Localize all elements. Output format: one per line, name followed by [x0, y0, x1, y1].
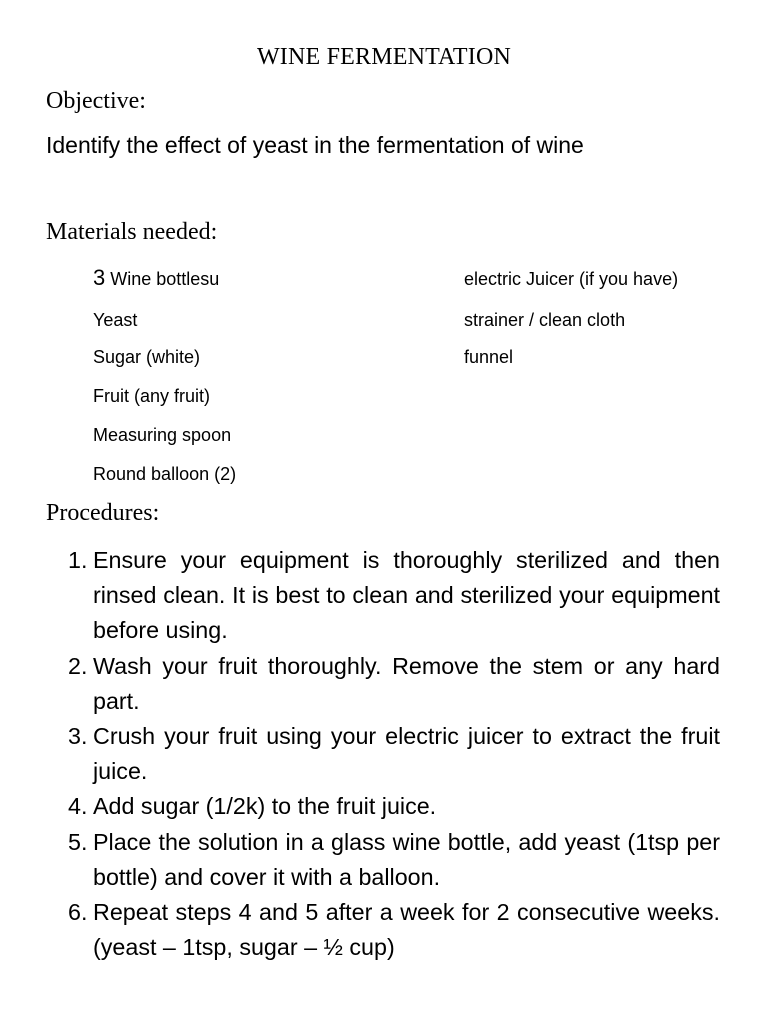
- material-item: electric Juicer (if you have): [464, 269, 679, 289]
- material-label: Yeast: [93, 310, 138, 330]
- material-label: Wine bottlesu: [105, 269, 220, 289]
- material-label: Fruit (any fruit): [93, 386, 211, 406]
- step-number: 4.: [68, 793, 88, 820]
- material-quantity: 3: [93, 265, 106, 290]
- step-text: Ensure your equipment is thoroughly sterilized and then rinsed clean. It is best to clean and sterilized your equipment before using.: [93, 547, 720, 644]
- material-item: [93, 462, 236, 486]
- procedure-step: [68, 543, 720, 649]
- procedure-step: [68, 895, 720, 965]
- procedure-step: [68, 789, 720, 824]
- material-item: [93, 423, 231, 447]
- material-label: Sugar (white): [93, 347, 201, 367]
- procedure-step: [68, 719, 720, 789]
- step-number: 5.: [68, 828, 88, 855]
- step-number: 6.: [68, 899, 88, 926]
- step-number: 1.: [68, 547, 88, 573]
- step-text: Wash your fruit thoroughly. Remove the stem or any hard part.: [93, 652, 720, 714]
- step-text: Repeat steps 4 and 5 after a week for 2 consecutive weeks. (yeast – 1tsp, sugar – ½ cup): [93, 899, 720, 961]
- material-item: strainer / clean cloth: [464, 310, 626, 330]
- step-number: 2.: [68, 652, 88, 679]
- step-text: Crush your fruit using your electric juicer to extract the fruit juice.: [93, 723, 720, 785]
- material-item: [93, 345, 200, 369]
- procedures-list: [68, 543, 720, 965]
- material-item: [93, 384, 210, 408]
- materials-heading: Materials needed:: [46, 219, 218, 245]
- objective-heading: Objective:: [46, 88, 146, 114]
- material-label: Measuring spoon: [93, 425, 232, 445]
- step-text: Add sugar (1/2k) to the fruit juice.: [93, 793, 437, 820]
- material-label: Round balloon (2): [93, 464, 237, 484]
- procedure-step: [68, 649, 720, 719]
- step-number: 3.: [68, 723, 88, 750]
- document-title: WINE FERMENTATION: [256, 44, 512, 70]
- step-text: Place the solution in a glass wine bottle, add yeast (1tsp per bottle) and cover it with a balloon.: [93, 828, 720, 890]
- objective-text: Identify the effect of yeast in the fermentation of wine: [46, 132, 584, 158]
- material-item: [93, 266, 219, 291]
- material-item: funnel: [464, 347, 514, 367]
- procedure-step: [68, 825, 720, 895]
- material-item: [93, 308, 137, 332]
- procedures-heading: Procedures:: [46, 500, 160, 526]
